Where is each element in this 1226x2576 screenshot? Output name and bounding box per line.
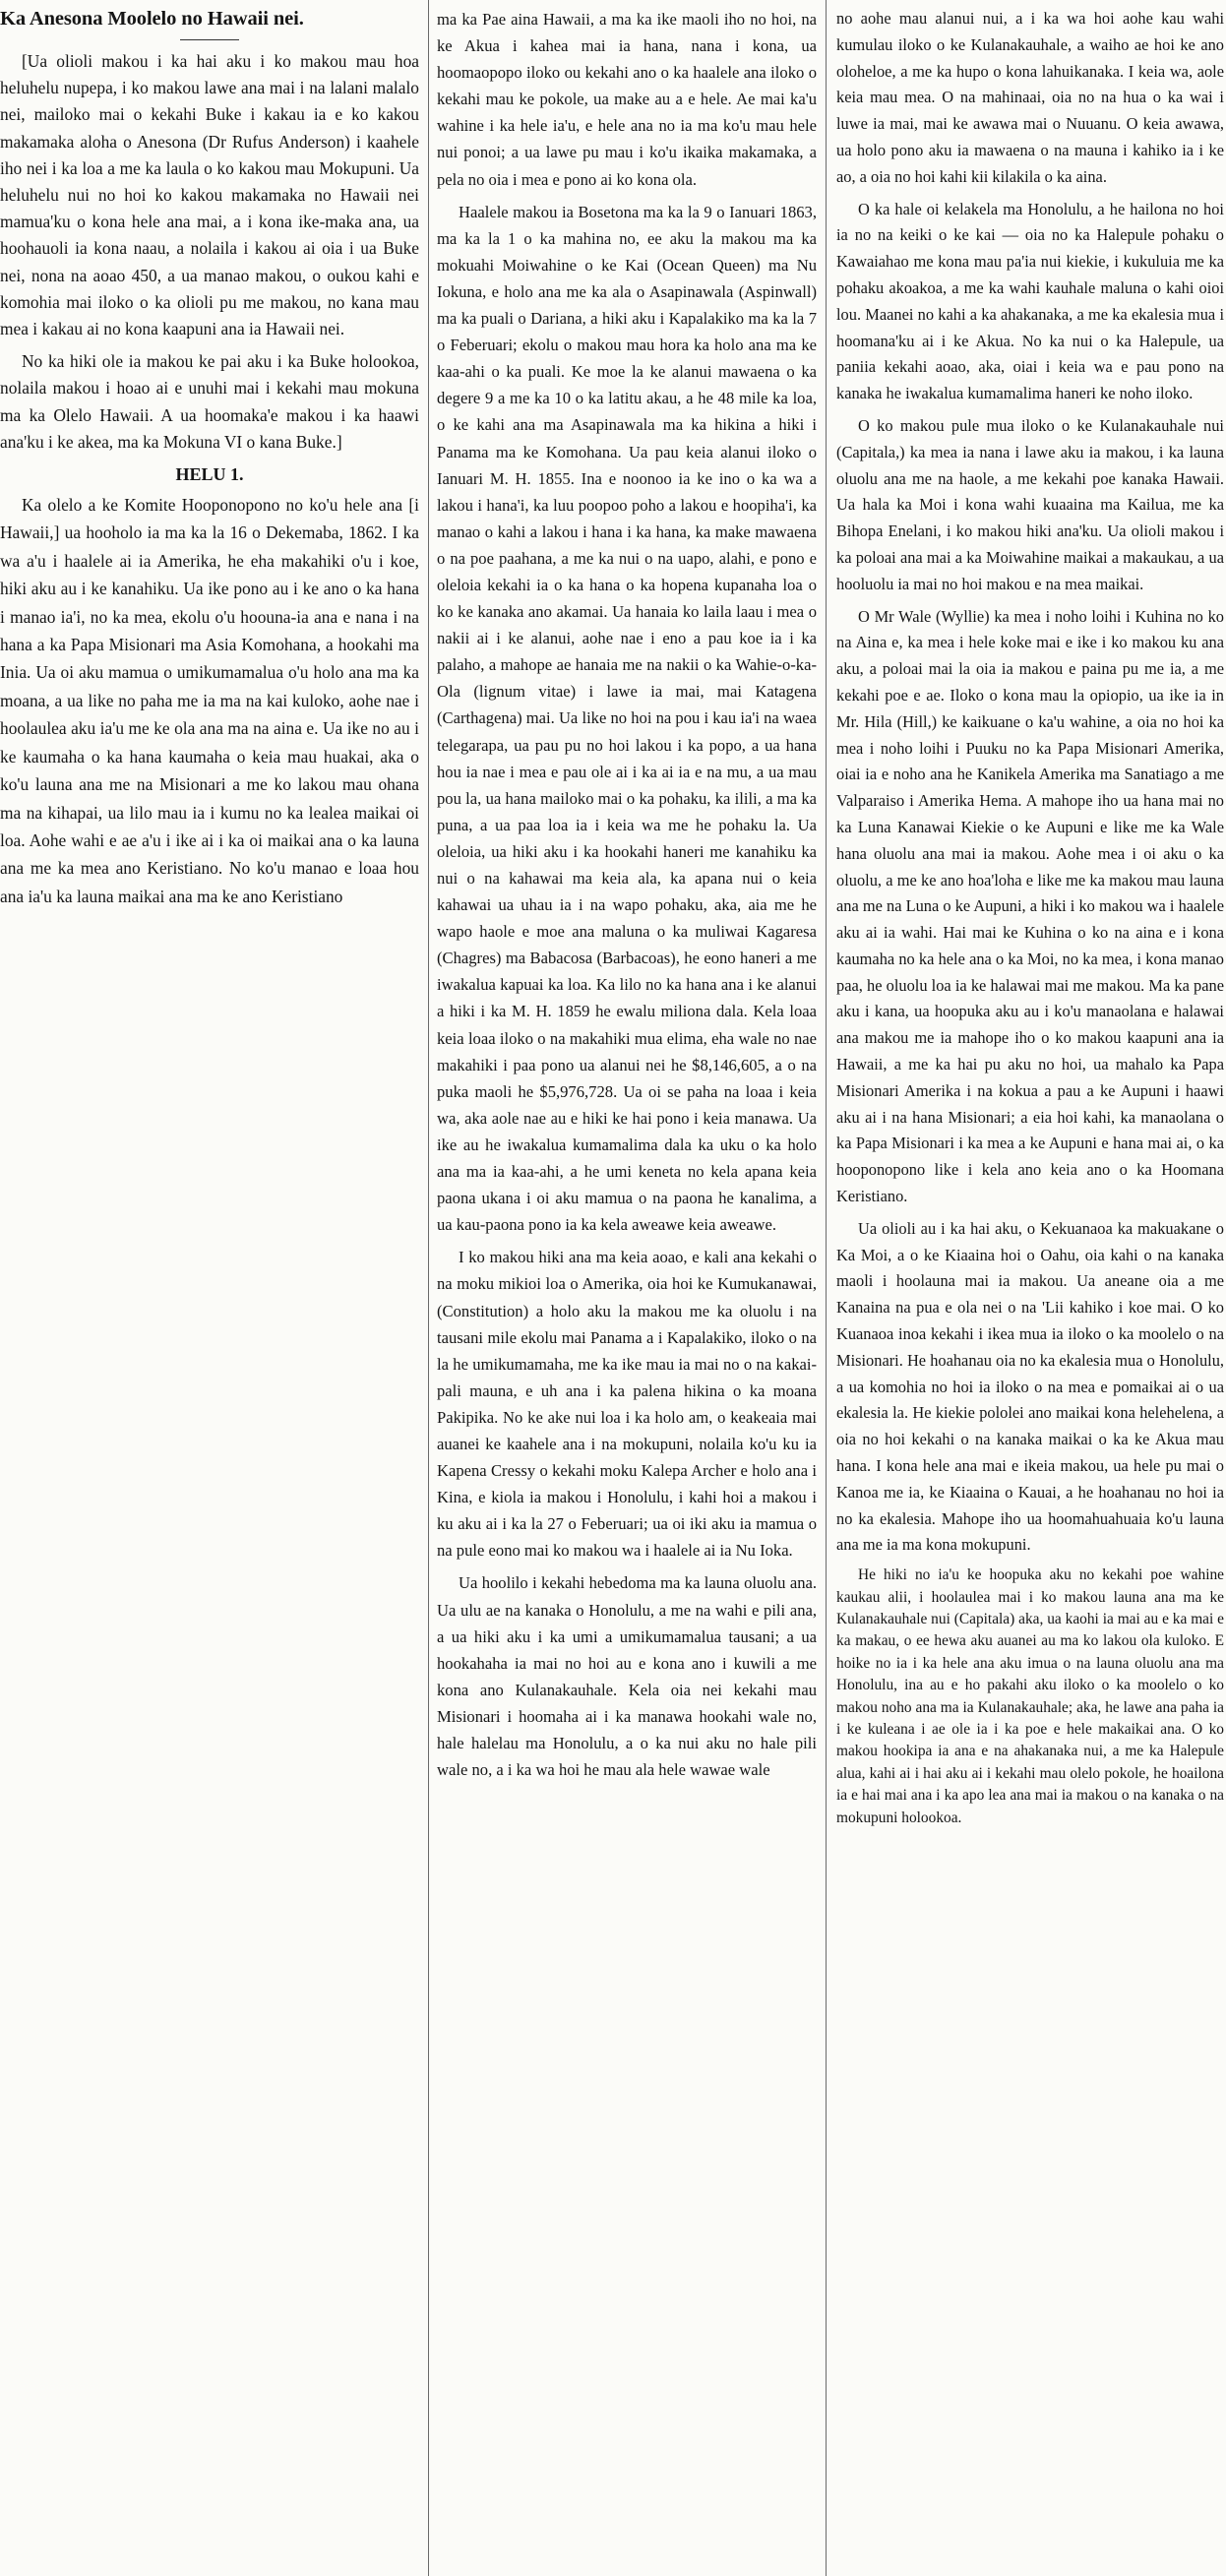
body-paragraph: O ko makou pule mua iloko o ke Kulanakauhale nui (Capitala,) ka mea ia nana i lawe aku ia makou, i ka launa oluolu ana me na haole, a me kekahi poe kanaka Hawaii. Ua hala ka Moi i kona wahi kuaaina ma Kailua, me ka Bihopa Enelani, i ko makou hiki ana'ku. Ua olioli makou i ka poloai ana mai a ka Moiwahine maikai a makaukau, a ua hooluolu ia mai no hoi makou e na mea maikai. (836, 415, 1224, 593)
article-title: Ka Anesona Moolelo no Hawaii nei. (0, 8, 304, 30)
intro-paragraph-2: No ka hiki ole ia makou ke pai aku i ka Buke holookoa, nolaila makou i hoao ai e unuhi mai i kekahi mau mokuna ma ka Olelo Hawaii. A ua hoomaka'e makou i ka haawi ana'ku i ke akea, ma ka Mokuna VI o kana Buke.] (0, 351, 419, 452)
body-paragraph: Ua hoolilo i kekahi hebedoma ma ka launa oluolu ana. Ua ulu ae na kanaka o Honolulu, a me na wahi e pili ana, a ua hiki aku i ka umi a umikumamalua tausani; a ua hookahaha ia mai no hoi au e kona ano i kuwili a me kona ano Kulanakauhale. Kela oia nei kekahi mau Misionari i hoomaha ai i ka manawa hookahi wale no, hale halelau ma Honolulu, a o ka nui aku no hale pili wale no, a i ka wa hoi he mau ala hele wawae wale (437, 1573, 817, 1780)
column-1 (0, 0, 425, 2576)
body-paragraph: He hiki no ia'u ke hoopuka aku no kekahi poe wahine kaukau alii, i hoolaulea mai i ko makou launa ana ma ke Kulanakauhale nui (Capitala) aka, ua kaohi ia mai au e ka mai e ka makau, o ee hewa aku auanei au ma ko lakou ola kuloko. E hoike no ia i ka hele ana aku imua o na launa oluolu ana ma Honolulu, ina au e ho pakahi aku iloko o ka moolelo o ko makou noho ana ma ia Kulanakauhale; aka, he lawe ana paha ia i ke kuleana i ae ole ia i ka poe e hele makaikai ana. O ko makou hookipa ia ana e na ahakanaka nui, a me ka Halepule alua, kahi ai i hai aku ai i kekahi mau olelo pokole, he hoailona ia e hai mai ana i ka apo lea ana mai ia makou o na kanaka o na mokupuni holookoa. (836, 1566, 1224, 1826)
column-2 (431, 0, 825, 2576)
body-paragraph: O ka hale oi kelakela ma Honolulu, a he hailona no hoi ia no na keiki o ke kai — oia no ka Halepule pohaku o Kawaiahao me kona mau pa'ia nui kiekie, i kukuluia me ka pohaku akoakoa, a me ka wahi kauhale maluna o kahi oioi lou. Maanei no kahi a ka ahakanaka, a me ka ekalesia mua i hoomana'ku ai i ke Akua. No ka nui o ka Halepule, ua paniia kekahi aoao, aka, oiai i keia wa e pau pono na kanaka he iwakalua kumamalima haneri ke noho iloko. (836, 199, 1224, 403)
body-paragraph: no aohe mau alanui nui, a i ka wa hoi aohe kau wahi kumulau iloko o ke Kulanakauhale, a waiho ae hoi ke ano oloheloe, a me ka hupo o kona lahuikanaka. I keia wa, aole keia mau mea. O na mahinaai, oia no na hua o ka wai i luwe ia mai, mai ke awawa mai o Nuuanu. O keia awawa, ua holo pono aku ia mawaena o na mauna i kahiko ia i ke ao, a oia no hoi kahi kii kilakila o ka aina. (836, 9, 1224, 186)
body-paragraph: Ua olioli au i ka hai aku, o Kekuanaoa ka makuakane o Ka Moi, a o ke Kiaaina hoi o Oahu, oia kahi o na kanaka maoli i hoolauna mai ia makou. Ua aneane oia a me Kanaina na pua e ola nei o na 'Lii kahiko i koe mai. O ko Kuanaoa inoa kekahi i ikea mua ia iloko o ka moolelo o na Misionari. He hoahanau oia no ka ekalesia mua o Honolulu, a ua komohia no hoi ia iloko o na mea e pomaikai ai o ua ekalesia la. He kiekie pololei ano maikai kona helehelena, a oia no hoi kekahi o na kanaka maikai o ka ke Akua mau hana. I kona hele ana mai e ikeia makou, ua hele pu mai o Kanoa me ia, ke Kiaaina o Kauai, a he hoahanau no hoi ia no ka ekalesia. Mahope iho ua hoomahuahuaia ko'u launa ana me ia ma kona mokupuni. (836, 1218, 1224, 1555)
body-paragraph: Haalele makou ia Bosetona ma ka la 9 o Ianuari 1863, ma ka la 1 o ka mahina no, ee aku la makou ma ka mokuahi Moiwahine o ke Kai (Ocean Queen) ma Nu Iokuna, e holo ana me ka ala o Asapinawala (Aspinwall) ma ka puali o Dariana, a hiki aku i Kapalakiko ma ka la 7 o Feberuari; ekolu o makou mau hora ka holo ana ma ke kaa-ahi o ka puali. Ke moe la ke alanui mawaena o ka degere 9 a me ka 10 o ka latitu akau, a he 48 mile ka loa, o ke kahi ana ma Asapinawala ma ka hikina a hiki i Panama ma ke Komohana. Ua pau keia alanui iloko o Ianuari M. H. 1855. Ina e noonoo ia ke ino o ka wa a lakou i hana'i, ka luu poopoo poho a lakou e hoopiha'i, ka manao o kahi a lakou i hana i ka hana, ka make mawaena o na poe paahana, a me ka nui o na uapo, alahi, e pono e oleloia kekahi ia o ka hana o ka hopena kupanaha loa o ko ke kanaka ano akamai. Ua hanaia ko laila laau i mea o nakii ai i ke alanui, aohe nae i eno a pau koe ia i ka palaho, a mahope ae hanaia me na nakii o ka Wahie-o-ka-Ola (lignum vitae) i lawe ia mai, mai Katagena (Carthagena) mai. Ua like no hoi na pou i kau ia'i na waea telegarapa, ua pau pu no hoi lakou i ka popo, a ua hana hou ia nae i mea e pau ole ai i ka ai ia e na mu, a ua mau pou la, ua hana mailoko mai o ka pohaku, ka ilili, a ma ka puna, a ua paa loa ia i keia wa me he pohaku la. Ua oleloia, ua hiki aku i ka hookahi haneri me kanahiku ka nui o na kahawai ma keia ala, ka apana nui o keia kahawai ua uhau ia i na wapo pohaku, aka, aia me he wapo haole e moe ana maluna o ka muliwai Kagaresa (Chagres) ma Babacosa (Barbacoas), he eono haneri a me iwakalua kapuai ka loa. Ka lilo no ka hana ana i ke alanui a hiki i ka M. H. 1859 he ewalu miliona dala. Kela loaa keia loaa iloko o na makahiki mua elima, eha wale no nae makahiki i paa pono ua alanui nei he $8,146,605, a o na puka maoli he $5,976,728. Ua oi se paha na loaa i keia wa, aka aole nae au e hiki ke hai pono i keia manawa. Ua ike au he iwakalua kumamalima dala ka uku o ka holo ana ma ia kaa-ahi, a he umi keneta no kela apana keia paona ukana i oi aku mamua o na paona he kanalima, a ua kau-paona pono ia ka kela aweawe keia aweawe. (437, 202, 817, 1235)
body-paragraph: Ka olelo a ke Komite Hooponopono no ko'u hele ana [i Hawaii,] ua hooholo ia ma ka la 16 o Dekemaba, 1862. I ka wa a'u i haalele ai ia Amerika, he eha makahiki o'u i koe, hiki aku au i ke kanahiku. Ua ike pono au i ke ano o ka hana i manao ia'i, no ka mea, ekolu o'u hoouna-ia ana e nana i na hana a ka Papa Misionari ma Asia Komohana, a hookahi ma Inia. Ua oi aku mamua o umikumamalua o'u holo ana ma ka moana, a ua like no paha me ia ma na kai kuloko, aohe nae i hoolaulea aku ia'u me ke ola ana ma na aina e. Ua ike no au i ke kaumaha o ka hana kaumaha o keia mau huakai, aka o ko'u launa ana me na Misionari a me ko lakou mau ohana ma na kihapai, ua lilo mau ia i kumu no ka lealea maikai oi loa. Aohe wahi e ae a'u i ike ai i ka oi maikai ana o ka launa ana me ka mea ano Keristiano. No ko'u manao e loaa hou ana ia'u ka launa maikai ana ma ke ano Keristiano (0, 495, 419, 906)
column-rule (826, 0, 827, 2576)
column-3 (828, 0, 1226, 2576)
column-rule (428, 0, 429, 2576)
title-divider (180, 39, 239, 40)
body-paragraph: ma ka Pae aina Hawaii, a ma ka ike maoli iho no hoi, na ke Akua i kahea mai ia hana, nana i kona, ua hoomaopopo iloko ou kekahi ano o ka haalele ana iloko o kekahi mau ke pokole, ua make au a e hele. Ae mai ka'u wahine i ka hele ia'u, e hele ana no ia ma ko'u mau hele nui ponoi; a ua lawe pu mau i ko'u ikaika makamaka, a pela no oia i mea e pono ai ko kona ola. (437, 10, 817, 189)
intro-paragraph: [Ua olioli makou i ka hai aku i ko makou mau hoa heluhelu nupepa, i ko makou lawe ana mai i na lalani malalo nei, mailoko mai o kekahi Buke i kakau ia e ko kakou makamaka aloha o Anesona (Dr Rufus Anderson) i kaahele iho nei i ka loa a me ka laula o ko kakou mau Mokupuni. Ua heluhelu nui no hoi ko kakou makamaka no Hawaii nei mamua'ku o kona hele ana mai, a i kona ike-maka ana, ua hoohauoli ia kona naau, a nolaila i kakou ai oia i ua Buke nei, nona na aoao 450, a ua manao makou, o oukou kahi e komohia mai iloko o ka olioli pu me makou, no kana mau mea i kakau ai no kona kaapuni ana ia Hawaii nei. (0, 51, 419, 339)
body-paragraph: O Mr Wale (Wyllie) ka mea i noho loihi i Kuhina no ko na Aina e, ka mea i hele koke mai e ike i ko makou ku ana aku, a poloai mai la oia ia makou e paina pu me ia, a me kekahi poe e ae. Iloko o kona mau la opiopio, ua ike ia in Mr. Hila (Hill,) ke kaikuane o ka'u wahine, a oia no hoi ka mea i noho loihi i Puuku no ka Papa Misionari Amerika, oiai ia e noho ana he Kanikela Amerika ma Sanatiago a me Valparaiso i Amerika Hema. A mahope iho ua hana mai no ka Luna Kanawai Kiekie o ke Aupuni e like me ka Wale hana oluolu ana mai ia makou. Aohe mea i oi aku o ka oluolu, a me ke ano hoa'loha e like me ka makou mau launa ana me na Luna o ke Aupuni, a hiki i ko makou wa i haalele aku ai ia wahi. Hai mai ke Kuhina o ko na aina e i kona kaumaha no ka hele ana o ka Moi, no ka mea, i kona manao paa, he oluolu loa ia ke halawai mai me makou. Ma ka pane aku i kana, ua hoopuka aku au i ko'u manaolana e halawai ana makou me ia mahope iho o ko makou kaapuni ana ia Hawaii, a me ka hai pu aku no hoi, ua mahalo ka Papa Misionari Amerika i na kokua a pau a ke Aupuni i haawi aku ai i na hana Misionari; a eia hoi kahi, ka manaolana o ka Papa Misionari i ka mea a ke Aupuni e hana mai ai, o ka hooponopono like i kela ano keia ano o ka Hoomana Keristiano. (836, 606, 1224, 1206)
body-paragraph: I ko makou hiki ana ma keia aoao, e kali ana kekahi o na moku mikioi loa o Amerika, oia hoi ke Kumukanawai, (Constitution) a holo aku la makou me ka oluolu i na tausani mile ekolu mai Panama a i Kapalakiko, iloko o na la he umikumamaha, me ka ike mau ia mai no o na kakai-pali mauna, e uh ana i ka palena hikina o ka moana Pakipika. No ke ake nui loa i ka holo am, o keakeaia mai auanei ke kaahele ana i na mokupuni, nolaila ko'u ku ia Kapena Cressy o kekahi moku Kalepa Archer e holo ana i Kina, e kiola ia makou i Honolulu, i kahi hoi a makou i ku aku ai i ka la 27 o Feberuari; ua oi iki aku ia mamua o na pule eono mai ko makou wa i haalele ai ia Nu Ioka. (437, 1248, 817, 1561)
section-heading: HELU 1. (175, 464, 244, 485)
